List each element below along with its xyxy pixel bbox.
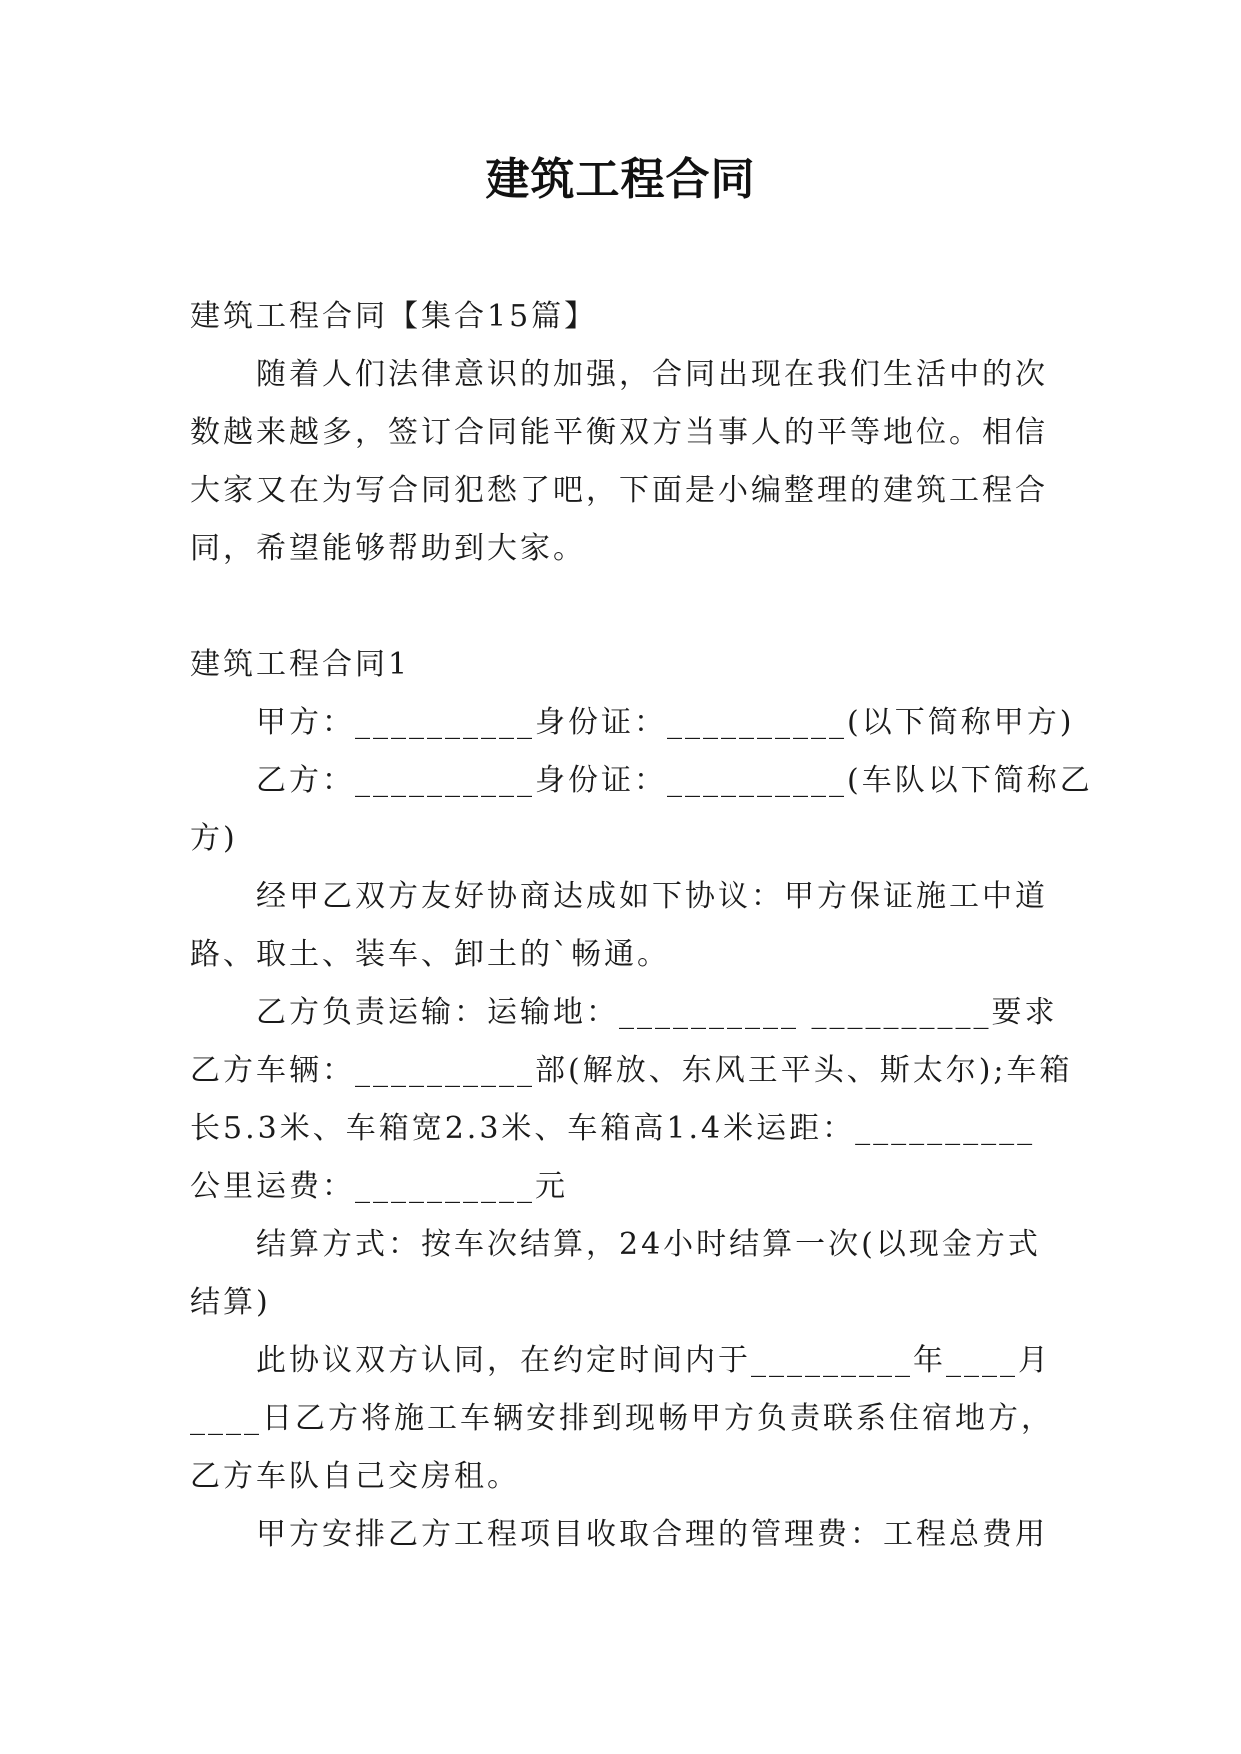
contract-line: 结算方式：按车次结算，24小时结算一次(以现金方式	[256, 1227, 1041, 1262]
intro-line: 同，希望能够帮助到大家。	[190, 531, 586, 566]
contract-line: 路、取土、装车、卸土的`畅通。	[190, 937, 670, 972]
intro-line: 随着人们法律意识的加强，合同出现在我们生活中的次	[256, 357, 1048, 392]
contract-line: 乙方车队自己交房租。	[190, 1459, 520, 1494]
paragraph-gap	[190, 578, 1050, 636]
contract-line: 长5.3米、车箱宽2.3米、车箱高1.4米运距：__________	[190, 1111, 1036, 1146]
contract-line: 方)	[190, 821, 238, 856]
contract-line: ____日乙方将施工车辆安排到现畅甲方负责联系住宿地方，	[190, 1401, 1054, 1436]
contract-body	[190, 694, 1093, 1564]
intro-line: 数越来越多，签订合同能平衡双方当事人的平等地位。相信	[190, 415, 1048, 450]
contract-line: 甲方：__________身份证：__________(以下简称甲方)	[256, 705, 1075, 740]
contract-line: 乙方：__________身份证：__________(车队以下简称乙	[256, 763, 1093, 798]
intro-line: 大家又在为写合同犯愁了吧，下面是小编整理的建筑工程合	[190, 473, 1048, 508]
document-subtitle: 建筑工程合同【集合15篇】	[190, 299, 598, 334]
contract-line: 结算)	[190, 1285, 271, 1320]
contract-line: 公里运费：__________元	[190, 1169, 568, 1204]
section-heading: 建筑工程合同1	[190, 647, 411, 682]
document-title: 建筑工程合同	[485, 154, 756, 205]
contract-line: 甲方安排乙方工程项目收取合理的管理费：工程总费用	[256, 1517, 1048, 1552]
contract-line: 此协议双方认同，在约定时间内于_________年____月	[256, 1343, 1051, 1378]
document-body	[190, 288, 1093, 1564]
contract-line: 乙方负责运输：运输地：__________ __________要求	[256, 995, 1058, 1030]
contract-line: 乙方车辆：__________部(解放、东风王平头、斯太尔);车箱	[190, 1053, 1073, 1088]
contract-line: 经甲乙双方友好协商达成如下协议：甲方保证施工中道	[256, 879, 1048, 914]
